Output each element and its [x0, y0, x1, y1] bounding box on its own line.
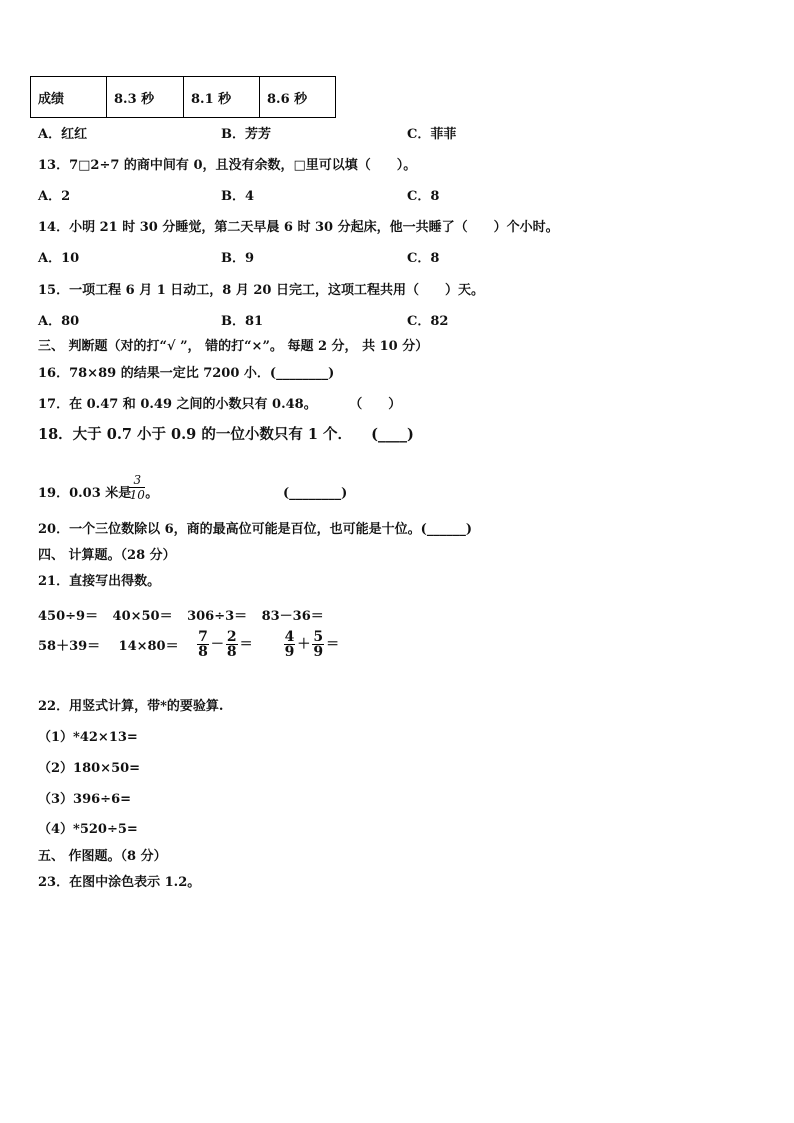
table-cell: 8.6 秒	[260, 77, 336, 118]
q22-item-1: （1）*42×13=	[38, 730, 138, 745]
section-3-heading: 三、 判断题（对的打“√ ”， 错的打“×”。 每题 2 分， 共 10 分）	[38, 339, 429, 354]
q13-question: 13．7□2÷7 的商中间有 0，且没有余数，□里可以填（ ）。	[38, 158, 417, 173]
q12-option-c: C．菲菲	[407, 127, 457, 142]
q15-option-c: C．82	[407, 314, 449, 329]
q14-question: 14．小明 21 时 30 分睡觉，第二天早晨 6 时 30 分起床，他一共睡了（ ）个小时。	[38, 220, 559, 235]
q21-row-2	[38, 630, 339, 659]
q18-question	[38, 427, 414, 443]
fraction-expression-1: $\frac{7}{8}$ － $\frac{2}{8}$ ＝	[198, 629, 253, 660]
q17-blank: （ ）	[349, 397, 402, 412]
calc-item: 450÷9＝	[38, 609, 99, 624]
table-cell: 8.3 秒	[107, 77, 184, 118]
q14-option-a: A．10	[38, 251, 80, 266]
section-5-heading: 五、 作图题。（8 分）	[38, 849, 167, 864]
fraction: $\frac{5}{9}$	[313, 629, 324, 660]
q19-text: 19．0.03 米是	[38, 486, 132, 501]
q22-item-4: （4）*520÷5=	[38, 822, 138, 837]
q22-item-3: （3）396÷6=	[38, 792, 132, 807]
section-4-heading: 四、 计算题。（28 分）	[38, 548, 176, 563]
q22-title: 22．用竖式计算，带*的要验算.	[38, 699, 224, 714]
table-cell: 8.1 秒	[184, 77, 260, 118]
q12-option-b: B．芳芳	[221, 127, 271, 142]
q14-option-b: B．9	[221, 251, 255, 266]
calc-item: 58＋39＝	[38, 639, 101, 654]
fraction-expression-2: $\frac{4}{9}$ ＋ $\frac{5}{9}$ ＝	[284, 629, 340, 660]
fraction: $\frac{4}{9}$	[284, 629, 295, 660]
calc-item: 14×80＝	[118, 639, 179, 654]
q21-title: 21．直接写出得数。	[38, 574, 161, 589]
calc-item: 83－36＝	[261, 609, 324, 624]
q13-option-a: A．2	[38, 189, 71, 204]
q13-option-b: B．4	[221, 189, 255, 204]
q19-question	[38, 473, 348, 502]
q15-option-b: B．81	[221, 314, 264, 329]
table-row	[31, 77, 336, 118]
q20-question: 20．一个三位数除以 6，商的最高位可能是百位，也可能是十位。(______)	[38, 522, 472, 537]
q19-fraction-denominator: 10	[129, 488, 145, 502]
q19-blank: (________)	[283, 486, 348, 501]
q23-question: 23．在图中涂色表示 1.2。	[38, 875, 201, 890]
q19-fraction-numerator: 3	[129, 473, 145, 488]
q16-question: 16．78×89 的结果一定比 7200 小．(________)	[38, 366, 335, 381]
q12-option-a: A．红红	[38, 127, 88, 142]
q15-option-a: A．80	[38, 314, 80, 329]
q15-question: 15．一项工程 6 月 1 日动工，8 月 20 日完工，这项工程共用（ ）天。	[38, 283, 484, 298]
q21-row-1	[38, 605, 324, 624]
calc-item: 40×50＝	[112, 609, 173, 624]
q17-text: 17．在 0.47 和 0.49 之间的小数只有 0.48。	[38, 397, 317, 412]
q22-item-2: （2）180×50=	[38, 761, 141, 776]
table-cell-label: 成绩	[31, 77, 107, 118]
q18-text: 18．大于 0.7 小于 0.9 的一位小数只有 1 个．	[38, 426, 353, 443]
q13-option-c: C．8	[407, 189, 440, 204]
calc-item: 306÷3＝	[187, 609, 248, 624]
q18-blank: (____)	[371, 426, 414, 443]
fraction: $\frac{2}{8}$	[226, 629, 237, 660]
q14-option-c: C．8	[407, 251, 440, 266]
fraction: $\frac{7}{8}$	[198, 629, 208, 660]
q19-suffix: 。	[145, 486, 159, 501]
score-table	[30, 76, 336, 118]
q17-question	[38, 397, 401, 413]
